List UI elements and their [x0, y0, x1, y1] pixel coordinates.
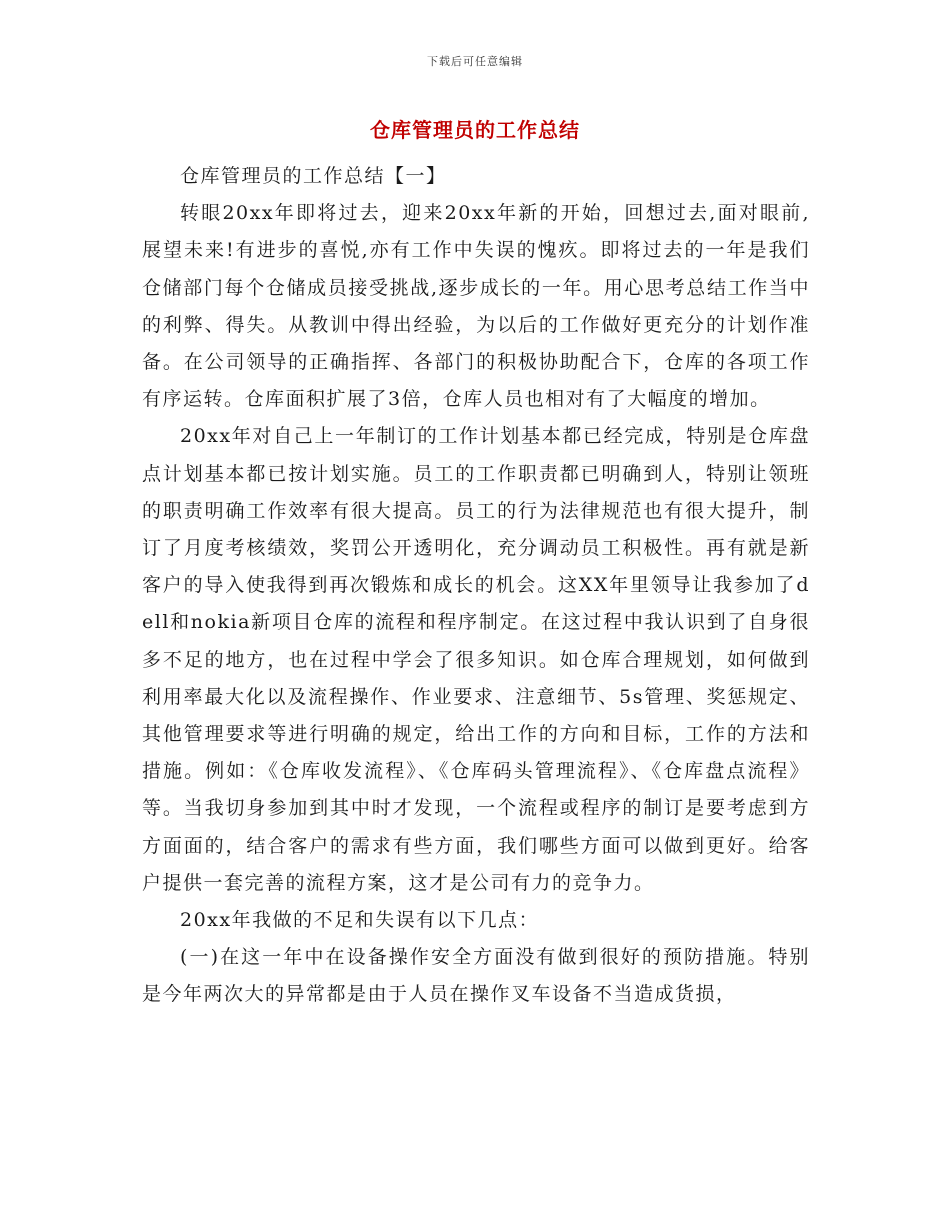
document-title: 仓库管理员的工作总结: [370, 118, 580, 142]
body-paragraph: (一)在这一年中在设备操作安全方面没有做到很好的预防措施。特别是今年两次大的异常都是由于人员在操作叉车设备不当造成货损，: [142, 946, 810, 1006]
header-note: 下载后可任意编辑: [427, 55, 523, 68]
body-paragraph: 转眼20xx年即将过去，迎来20xx年新的开始，回想过去,面对眼前,展望未来!有进步的喜悦,亦有工作中失误的愧疚。即将过去的一年是我们仓储部门每个仓储成员接受挑战,逐步成长的一年。用心思考总结工作当中的利弊、得失。从教训中得出经验，为以后的工作做好更充分的计划作准备。在公司领导的正确指挥、各部门的积极协助配合下，仓库的各项工作有序运转。仓库面积扩展了3倍，仓库人员也相对有了大幅度的增加。: [142, 202, 810, 411]
section-heading: 仓库管理员的工作总结【一】: [180, 165, 447, 187]
document-body: [142, 158, 810, 1014]
body-paragraph: 20xx年对自己上一年制订的工作计划基本都已经完成，特别是仓库盘点计划基本都已按计划实施。员工的工作职责都已明确到人，特别让领班的职责明确工作效率有很大提高。员工的行为法律规范也有很大提升，制订了月度考核绩效，奖罚公开透明化，充分调动员工积极性。再有就是新客户的导入使我得到再次锻炼和成长的机会。这XX年里领导让我参加了dell和nokia新项目仓库的流程和程序制定。在这过程中我认识到了自身很多不足的地方，也在过程中学会了很多知识。如仓库合理规划，如何做到利用率最大化以及流程操作、作业要求、注意细节、5s管理、奖惩规定、其他管理要求等进行明确的规定，给出工作的方向和目标，工作的方法和措施。例如：《仓库收发流程》、《仓库码头管理流程》、《仓库盘点流程》等。当我切身参加到其中时才发现，一个流程或程序的制订是要考虑到方方面面的，结合客户的需求有些方面，我们哪些方面可以做到更好。给客户提供一套完善的流程方案，这才是公司有力的竞争力。: [142, 425, 810, 894]
body-paragraph: 20xx年我做的不足和失误有以下几点：: [180, 909, 540, 932]
